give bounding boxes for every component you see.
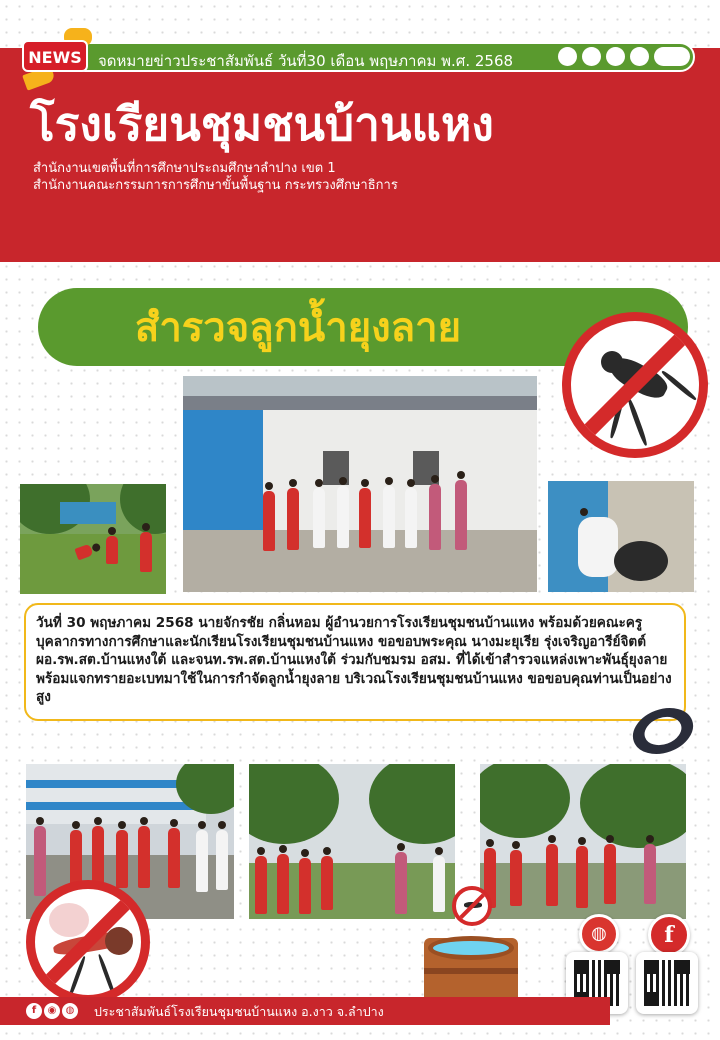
line-icon[interactable]: ◉ xyxy=(44,1003,60,1019)
facebook-icon[interactable]: f xyxy=(26,1003,42,1019)
agency-line-2: สำนักงานคณะกรรมการการศึกษาขั้นพื้นฐาน กระทรวงศึกษาธิการ xyxy=(33,178,398,193)
no-mosquito-icon xyxy=(562,312,708,458)
decor-dot xyxy=(606,47,625,66)
article-body: วันที่ 30 พฤษภาคม 2568 นายจักรชัย กลิ่นหอม ผู้อำนวยการโรงเรียนชุมชนบ้านแหง พร้อมด้วยคณะครูบุคลากรทางการศึกษาและนักเรียนโรงเรียนชุมชนบ้านแหง ขอขอบพระคุณ นางมะยุเรีย รุ่งเจริญอารีย์จิตต์ ผอ.รพ.สต.บ้านแหงใต้ และจนท.รพ.สต.บ้านแหงใต้ ร่วมกับชมรม อสม. ที่ได้เข้าสำรวจแหล่งเพาะพันธุ์ยุงลาย พร้อมแจกทรายอะเบทมาใช้ในการกำจัดลูกน้ำยุงลาย บริเวณโรงเรียนชุมชนบ้านแหง ขอขอบคุณท่านเป็นอย่างสูง xyxy=(36,615,672,706)
no-mosquito-icon xyxy=(26,880,150,1004)
water-surface xyxy=(428,936,514,960)
footer-text: ประชาสัมพันธ์โรงเรียนชุมชนบ้านแหง อ.งาว จ.ลำปาง xyxy=(94,1004,384,1019)
facebook-icon[interactable]: f xyxy=(648,914,690,956)
photo-students-field xyxy=(249,764,455,919)
article-text-box xyxy=(24,603,686,721)
photo-students-trees xyxy=(480,764,686,919)
qr-code-facebook[interactable] xyxy=(636,952,698,1014)
news-badge: NEWS xyxy=(22,40,88,72)
topic-title: สำรวจลูกน้ำยุงลาย xyxy=(134,305,462,351)
web-icon[interactable]: ◍ xyxy=(579,914,619,954)
photo-group-main xyxy=(183,376,537,592)
decor-dot xyxy=(582,47,601,66)
school-title: โรงเรียนชุมชนบ้านแหง xyxy=(30,97,494,151)
agency-line-1: สำนักงานเขตพื้นที่การศึกษาประถมศึกษาลำปาง เขต 1 xyxy=(33,161,336,176)
newsletter-date-line: จดหมายข่าวประชาสัมพันธ์ วันที่30 เดือน พฤษภาคม พ.ศ. 2568 xyxy=(98,52,514,70)
photo-garden xyxy=(20,484,166,594)
decor-dot xyxy=(558,47,577,66)
qr-code xyxy=(644,960,690,1006)
web-icon[interactable]: ◍ xyxy=(62,1003,78,1019)
decor-pill xyxy=(654,47,690,66)
photo-water-container xyxy=(548,481,694,592)
bucket-band xyxy=(424,968,518,974)
no-mosquito-small-icon xyxy=(452,886,492,926)
decor-dot xyxy=(630,47,649,66)
